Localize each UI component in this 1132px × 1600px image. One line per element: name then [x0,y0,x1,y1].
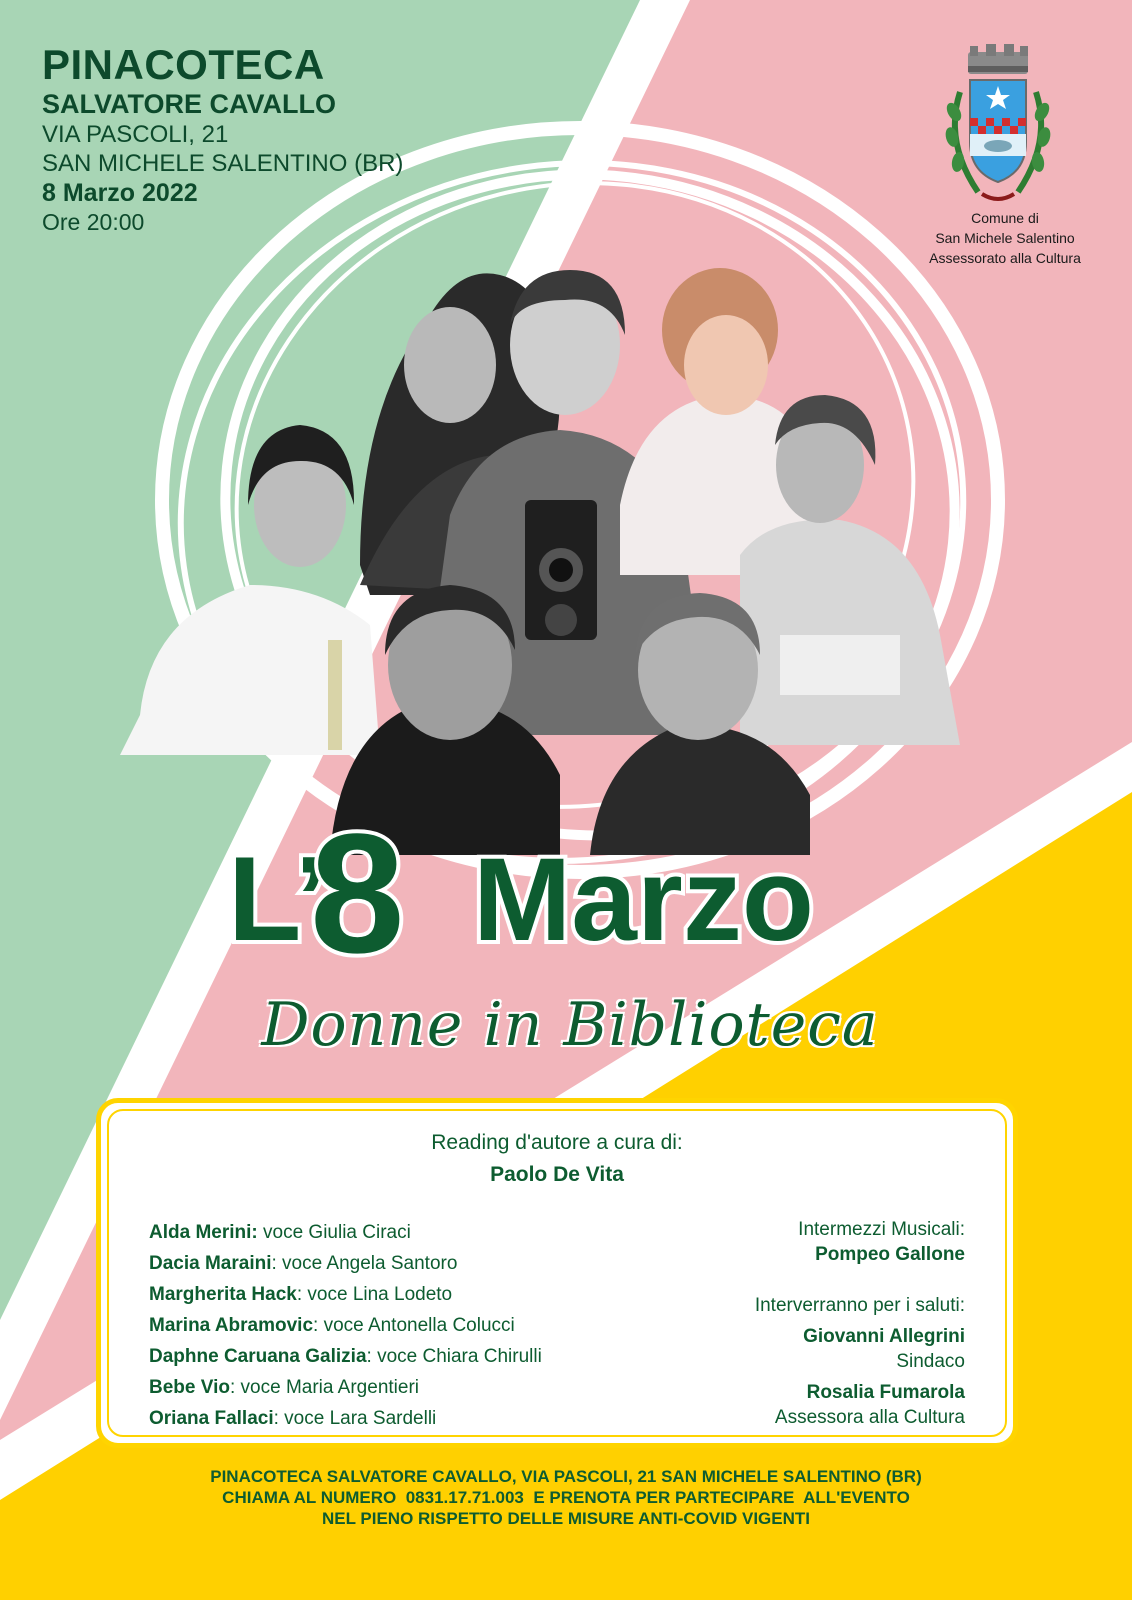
event-time: Ore 20:00 [42,209,145,235]
guest2-role: Assessora alla Cultura [774,1407,965,1428]
guest1-role: Sindaco [896,1351,965,1372]
reader-row [149,1403,542,1434]
title-prefix: L’ [228,832,329,966]
reader-author: Oriana Fallaci [149,1408,274,1429]
reader-voice: : voce Chiara Chirulli [366,1346,542,1367]
reader-voice: voce Giulia Ciraci [257,1222,411,1243]
music-name-text: Pompeo Gallone [815,1244,965,1265]
program-card [96,1098,1018,1448]
spacer [755,1267,965,1293]
reader-row [149,1279,542,1310]
credits-column [755,1217,965,1430]
reader-row [149,1248,542,1279]
footer-line2: CHIAMA AL NUMERO 0831.17.71.003 E PRENOTA PER PARTECIPARE ALL'EVENTO [222,1488,910,1507]
venue-address: VIA PASCOLI, 21 [42,121,229,148]
reader-voice: : voce Lina Lodeto [296,1284,453,1305]
comune-line3: Assessorato alla Cultura [929,250,1081,266]
reader-row [149,1217,542,1248]
guest2-name [755,1380,965,1405]
reader-row [149,1310,542,1341]
title-graphic [228,810,928,970]
readers-list [149,1217,542,1434]
portraits-collage [120,255,1000,855]
title-word: Marzo [473,834,814,966]
comune-line2: San Michele Salentino [935,230,1075,246]
footer-line3: NEL PIENO RISPETTO DELLE MISURE ANTI-COVID VIGENTI [321,1509,810,1528]
reader-voice: : voce Maria Argentieri [229,1377,419,1398]
reader-voice: : voce Antonella Colucci [313,1315,515,1336]
footer-line1: PINACOTECA SALVATORE CAVALLO, VIA PASCOLI, 21 SAN MICHELE SALENTINO (BR) [210,1467,922,1486]
footer [0,1466,1132,1529]
subtitle: Donne in Biblioteca [261,990,879,1060]
curator-name: Paolo De Vita [490,1163,624,1186]
guest1-name [755,1324,965,1349]
venue-name-line1: PINACOTECA [42,41,325,88]
reader-voice: : voce Angela Santoro [271,1253,458,1274]
reader-author: Alda Merini: [149,1222,258,1243]
title-number: 8 [310,810,405,970]
comune-crest-icon [938,42,1058,212]
venue-info [42,42,403,236]
event-date: 8 Marzo 2022 [42,179,198,207]
reading-label: Reading d'autore a cura di: [431,1131,683,1154]
reader-author: Margherita Hack [149,1284,297,1305]
venue-name-line2: SALVATORE CAVALLO [42,89,336,119]
guest2-name-text: Rosalia Fumarola [806,1382,965,1403]
program-card-inner [107,1109,1007,1437]
reader-voice: : voce Lara Sardelli [273,1408,437,1429]
reader-author: Dacia Maraini [149,1253,272,1274]
comune-line1: Comune di [971,210,1039,226]
music-name [755,1242,965,1267]
portrait-marina [120,425,380,755]
reader-author: Marina Abramovic [149,1315,314,1336]
reader-row [149,1372,542,1403]
venue-town: SAN MICHELE SALENTINO (BR) [42,150,404,177]
greetings-label: Interverranno per i saluti: [754,1295,965,1316]
music-label: Intermezzi Musicali: [798,1219,965,1240]
reader-row [149,1341,542,1372]
reader-author: Bebe Vio [149,1377,230,1398]
guest1-name-text: Giovanni Allegrini [803,1326,965,1347]
reader-author: Daphne Caruana Galizia [149,1346,367,1367]
